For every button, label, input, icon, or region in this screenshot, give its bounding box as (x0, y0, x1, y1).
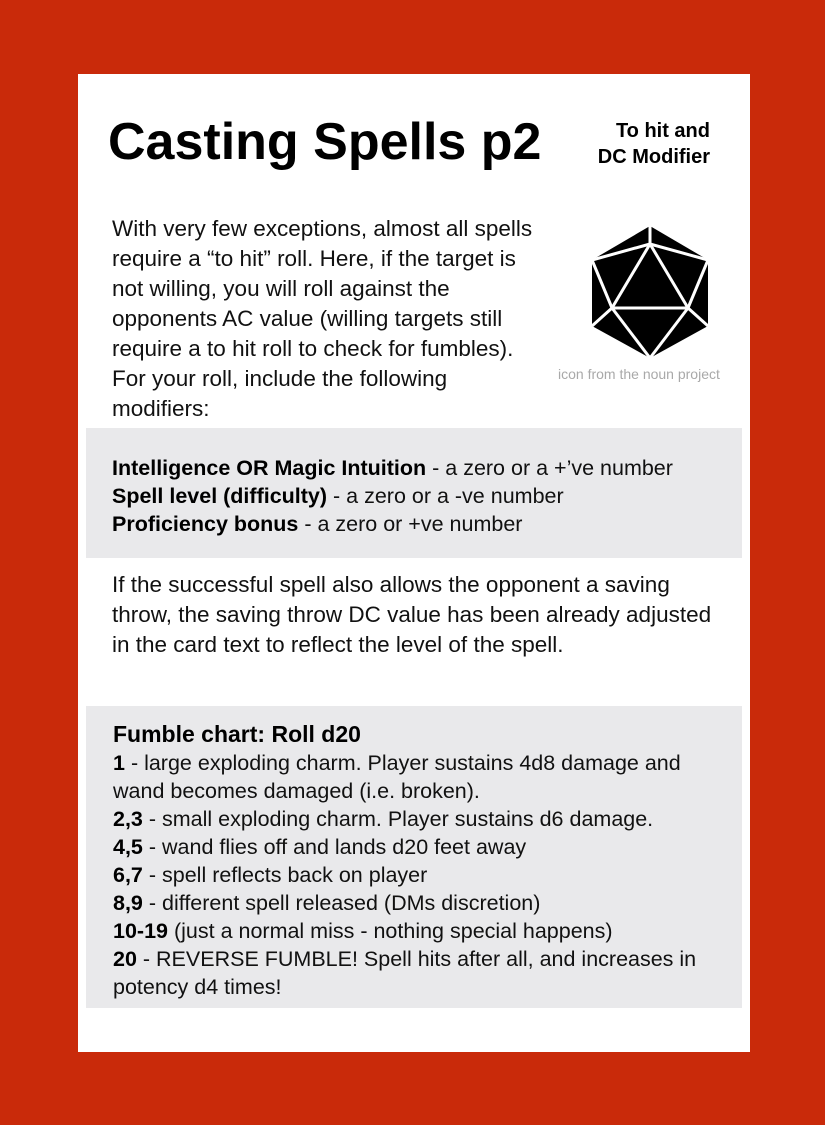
fumble-roll: 1 (113, 751, 125, 775)
fumble-roll: 2,3 (113, 807, 143, 831)
fumble-text: - small exploding charm. Player sustains d6 damage. (142, 807, 654, 831)
fumble-row (113, 749, 723, 805)
modifiers-panel (86, 428, 742, 558)
modifier-row (112, 454, 673, 482)
modifier-row (112, 482, 673, 510)
modifier-term: Proficiency bonus (112, 512, 299, 536)
modifier-desc: - a zero or a -ve number (327, 484, 564, 508)
fumble-text: - wand flies off and lands d20 feet away (142, 835, 527, 859)
fumble-text: - different spell released (DMs discretion) (142, 891, 541, 915)
fumble-heading: Fumble chart: Roll d20 (113, 721, 361, 747)
saving-throw-text: If the successful spell also allows the opponent a saving throw, the saving throw DC value has been already adjusted in the card text to reflect the level of the spell. (112, 572, 712, 657)
fumble-text: - REVERSE FUMBLE! Spell hits after all, and increases in potency d4 times! (113, 947, 697, 999)
fumble-text: (just a normal miss - nothing special happens) (168, 919, 613, 943)
fumble-row (113, 805, 723, 833)
subtitle-line-1: To hit and (615, 120, 710, 142)
fumble-roll: 20 (113, 947, 137, 971)
modifier-term: Spell level (difficulty) (112, 484, 328, 508)
subtitle-line-2: DC Modifier (597, 146, 710, 168)
fumble-text: - spell reflects back on player (142, 863, 428, 887)
card-subtitle (598, 118, 710, 170)
modifier-desc: - a zero or +ve number (298, 512, 523, 536)
fumble-roll: 10-19 (113, 919, 168, 943)
fumble-row (113, 833, 723, 861)
fumble-text: - large exploding charm. Player sustains 4d8 damage and wand becomes damaged (i.e. broken). (113, 751, 681, 803)
fumble-row (113, 889, 723, 917)
fumble-roll: 8,9 (113, 891, 143, 915)
fumble-chart-panel (86, 706, 742, 1008)
modifier-desc: - a zero or a +’ve number (426, 456, 673, 480)
fumble-row (113, 861, 723, 889)
modifier-row (112, 510, 673, 538)
fumble-row (113, 945, 723, 1001)
icon-credit: icon from the noun project (558, 366, 720, 382)
fumble-roll: 6,7 (113, 863, 143, 887)
fumble-roll: 4,5 (113, 835, 143, 859)
intro-text: With very few exceptions, almost all spells require a “to hit” roll. Here, if the target is not willing, you will roll against the opponents AC value (willing targets still require a to hit roll to check for fumbles). For your roll, include the following modifiers: (112, 216, 533, 421)
spell-card (78, 74, 750, 1052)
modifier-list (112, 454, 673, 538)
fumble-row (113, 917, 723, 945)
modifier-term: Intelligence OR Magic Intuition (112, 456, 427, 480)
fumble-list (113, 749, 723, 1001)
d20-icon (580, 222, 720, 362)
card-title: Casting Spells p2 (108, 113, 542, 171)
